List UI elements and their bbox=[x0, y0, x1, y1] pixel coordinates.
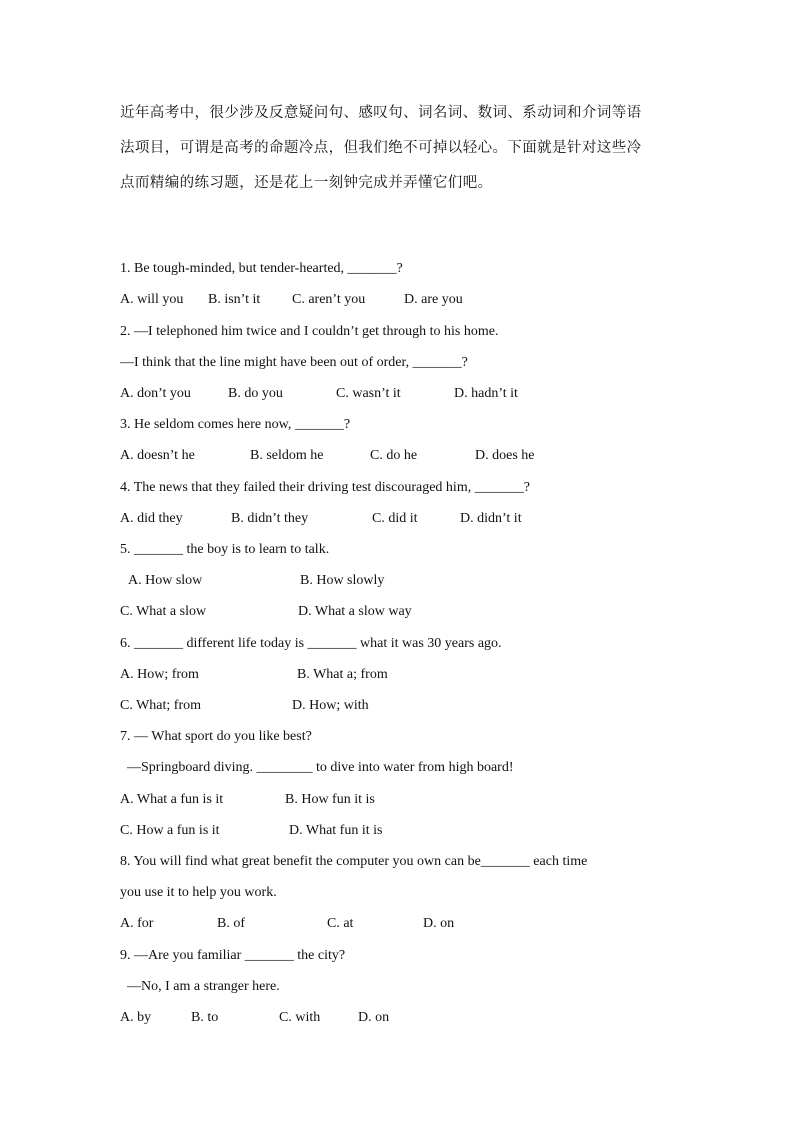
intro-paragraph bbox=[120, 96, 680, 201]
question-2-stem-reply: —I think that the line might have been out of order, _______? bbox=[120, 355, 468, 370]
option-b: B. to bbox=[191, 1010, 219, 1025]
option-b: B. How fun it is bbox=[285, 792, 375, 807]
option-a: A. by bbox=[120, 1010, 152, 1025]
question-8-stem: 8. You will find what great benefit the computer you own can be_______ each time bbox=[120, 854, 588, 869]
option-c: C. wasn’t it bbox=[336, 386, 401, 401]
question-9-stem-reply: —No, I am a stranger here. bbox=[127, 979, 280, 994]
question-5-stem: 5. _______ the boy is to learn to talk. bbox=[120, 542, 330, 557]
question-2-stem: 2. —I telephoned him twice and I couldn’t get through to his home. bbox=[120, 324, 499, 339]
option-d: D. hadn’t it bbox=[454, 386, 518, 401]
option-c: C. with bbox=[279, 1010, 321, 1025]
option-c: C. at bbox=[327, 916, 354, 931]
option-c: C. do he bbox=[370, 448, 418, 463]
question-9-stem: 9. —Are you familiar _______ the city? bbox=[120, 948, 346, 963]
option-d: D. What a slow way bbox=[298, 604, 412, 619]
option-d: D. How; with bbox=[292, 698, 369, 713]
question-7-stem: 7. — What sport do you like best? bbox=[120, 729, 312, 744]
option-c: C. What a slow bbox=[120, 604, 207, 619]
option-b: B. isn’t it bbox=[208, 292, 261, 307]
option-b: B. How slowly bbox=[300, 573, 385, 588]
option-b: B. What a; from bbox=[297, 667, 388, 682]
question-4-stem: 4. The news that they failed their driving test discouraged him, _______? bbox=[120, 480, 530, 495]
option-c: C. aren’t you bbox=[292, 292, 366, 307]
option-b: B. seldom he bbox=[250, 448, 324, 463]
option-a: A. How slow bbox=[128, 573, 203, 588]
option-c: C. What; from bbox=[120, 698, 202, 713]
question-7-stem-reply: —Springboard diving. ________ to dive into water from high board! bbox=[127, 760, 514, 775]
intro-line: 点而精编的练习题，还是花上一刻钟完成并弄懂它们吧。 bbox=[120, 175, 493, 191]
option-d: D. on bbox=[423, 916, 455, 931]
question-8-stem-cont: you use it to help you work. bbox=[120, 885, 277, 900]
intro-line: 法项目，可谓是高考的命题冷点，但我们绝不可掉以轻心。下面就是针对这些冷 bbox=[120, 140, 642, 156]
intro-line: 近年高考中，很少涉及反意疑问句、感叹句、词名词、数词、系动词和介词等语 bbox=[120, 105, 642, 121]
option-d: D. What fun it is bbox=[289, 823, 383, 838]
question-3-stem: 3. He seldom comes here now, _______? bbox=[120, 417, 351, 432]
option-a: A. for bbox=[120, 916, 154, 931]
option-d: D. on bbox=[358, 1010, 390, 1025]
question-1-stem: 1. Be tough-minded, but tender-hearted, _______? bbox=[120, 261, 403, 276]
question-6-stem: 6. _______ different life today is _______ what it was 30 years ago. bbox=[120, 636, 502, 651]
option-a: A. will you bbox=[120, 292, 184, 307]
option-b: B. of bbox=[217, 916, 245, 931]
option-a: A. How; from bbox=[120, 667, 199, 682]
option-a: A. doesn’t he bbox=[120, 448, 195, 463]
option-a: A. did they bbox=[120, 511, 183, 526]
option-d: D. didn’t it bbox=[460, 511, 522, 526]
option-d: D. are you bbox=[404, 292, 463, 307]
option-c: C. did it bbox=[372, 511, 418, 526]
option-d: D. does he bbox=[475, 448, 535, 463]
option-a: A. don’t you bbox=[120, 386, 191, 401]
option-b: B. didn’t they bbox=[231, 511, 309, 526]
option-b: B. do you bbox=[228, 386, 283, 401]
option-c: C. How a fun is it bbox=[120, 823, 220, 838]
option-a: A. What a fun is it bbox=[120, 792, 224, 807]
